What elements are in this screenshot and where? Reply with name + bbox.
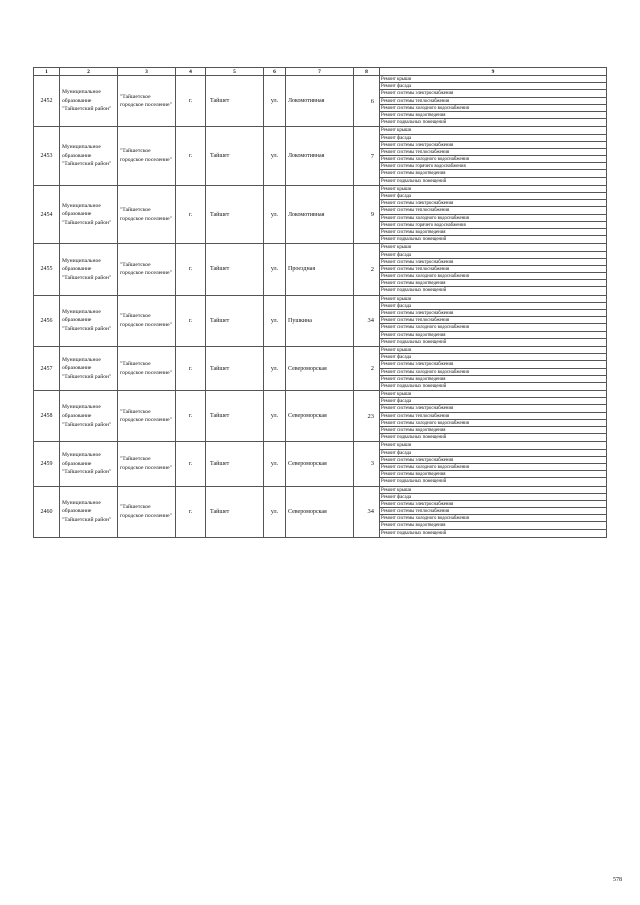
- work-item: Ремонт системы теплоснабжения: [380, 207, 606, 214]
- city-cell: Тайшет: [206, 391, 264, 442]
- work-item: Ремонт системы холодного водоснабжения: [380, 105, 606, 112]
- work-item: Ремонт фасада: [380, 252, 606, 259]
- works-cell: [380, 76, 607, 127]
- repair-program-table: [33, 67, 607, 538]
- work-item: Ремонт крыши: [380, 127, 606, 134]
- city-cell: Тайшет: [206, 127, 264, 186]
- work-item: Ремонт системы холодного водоснабжения: [380, 464, 606, 471]
- locality-type-cell: г.: [176, 185, 206, 244]
- work-item: Ремонт системы электроснабжения: [380, 405, 606, 412]
- house-number-cell: 6: [354, 76, 380, 127]
- work-item: Ремонт системы водоотведения: [380, 376, 606, 383]
- table-row: [34, 442, 607, 486]
- house-number-cell: 34: [354, 486, 380, 537]
- house-number-cell: 2: [354, 346, 380, 390]
- municipality-cell: Муниципальное образование "Тайшетский район": [60, 295, 118, 346]
- work-item: Ремонт системы водоотведения: [380, 427, 606, 434]
- work-item: Ремонт фасада: [380, 398, 606, 405]
- table-row: [34, 391, 607, 442]
- row-number-cell: 2458: [34, 391, 60, 442]
- work-item: Ремонт системы холодного водоснабжения: [380, 515, 606, 522]
- house-number-cell: 2: [354, 244, 380, 295]
- works-cell: [380, 442, 607, 486]
- work-item: Ремонт крыши: [380, 347, 606, 354]
- row-number-cell: 2455: [34, 244, 60, 295]
- works-cell: [380, 244, 607, 295]
- house-number-cell: 23: [354, 391, 380, 442]
- works-cell: [380, 185, 607, 244]
- street-name-cell: Североморская: [286, 442, 354, 486]
- street-name-cell: Пушкина: [286, 295, 354, 346]
- municipality-cell: Муниципальное образование "Тайшетский район": [60, 442, 118, 486]
- work-item: Ремонт крыши: [380, 442, 606, 449]
- house-number-cell: 9: [354, 185, 380, 244]
- city-cell: Тайшет: [206, 244, 264, 295]
- municipality-cell: Муниципальное образование "Тайшетский район": [60, 244, 118, 295]
- row-number-cell: 2452: [34, 76, 60, 127]
- street-name-cell: Североморская: [286, 391, 354, 442]
- work-item: Ремонт подвальных помещений: [381, 120, 447, 126]
- city-cell: Тайшет: [206, 295, 264, 346]
- work-item: Ремонт системы электроснабжения: [380, 259, 606, 266]
- work-item: Ремонт системы холодного водоснабжения: [380, 420, 606, 427]
- house-number-cell: 7: [354, 127, 380, 186]
- work-item: Ремонт фасада: [380, 83, 606, 90]
- work-item: Ремонт системы холодного водоснабжения: [380, 369, 606, 376]
- work-item: Ремонт системы теплоснабжения: [380, 317, 606, 324]
- table-row: [34, 244, 607, 295]
- works-cell: [380, 295, 607, 346]
- work-item: Ремонт системы электроснабжения: [380, 200, 606, 207]
- work-item: Ремонт подвальных помещений: [381, 237, 447, 243]
- work-item: Ремонт крыши: [380, 186, 606, 193]
- locality-type-cell: г.: [176, 76, 206, 127]
- street-name-cell: Североморская: [286, 486, 354, 537]
- work-item: Ремонт системы электроснабжения: [380, 361, 606, 368]
- settlement-cell: "Тайшетское городское поселение": [118, 442, 176, 486]
- work-item: Ремонт системы электроснабжения: [380, 310, 606, 317]
- work-item: Ремонт системы водоотведения: [380, 471, 606, 478]
- work-item: Ремонт системы теплоснабжения: [380, 508, 606, 515]
- street-type-cell: ул.: [264, 127, 286, 186]
- work-item: Ремонт подвальных помещений: [381, 530, 447, 536]
- street-type-cell: ул.: [264, 391, 286, 442]
- column-header: 7: [286, 68, 354, 76]
- municipality-cell: Муниципальное образование "Тайшетский район": [60, 127, 118, 186]
- table-row: [34, 295, 607, 346]
- settlement-cell: "Тайшетское городское поселение": [118, 76, 176, 127]
- works-cell: [380, 127, 607, 186]
- work-item: Ремонт системы холодного водоснабжения: [380, 273, 606, 280]
- street-type-cell: ул.: [264, 295, 286, 346]
- column-header: 6: [264, 68, 286, 76]
- work-item: Ремонт системы водоотведения: [380, 170, 606, 177]
- municipality-cell: Муниципальное образование "Тайшетский район": [60, 185, 118, 244]
- locality-type-cell: г.: [176, 442, 206, 486]
- work-item: Ремонт системы водоотведения: [380, 332, 606, 339]
- work-item: Ремонт фасада: [380, 135, 606, 142]
- street-name-cell: Локомотивная: [286, 127, 354, 186]
- work-item: Ремонт крыши: [380, 296, 606, 303]
- locality-type-cell: г.: [176, 346, 206, 390]
- work-item: Ремонт системы электроснабжения: [380, 90, 606, 97]
- municipality-cell: Муниципальное образование "Тайшетский район": [60, 346, 118, 390]
- work-item: Ремонт системы водоотведения: [380, 112, 606, 119]
- column-header: 5: [206, 68, 264, 76]
- work-item: Ремонт фасада: [380, 193, 606, 200]
- settlement-cell: "Тайшетское городское поселение": [118, 185, 176, 244]
- locality-type-cell: г.: [176, 486, 206, 537]
- work-item: Ремонт фасада: [380, 303, 606, 310]
- settlement-cell: "Тайшетское городское поселение": [118, 346, 176, 390]
- work-item: Ремонт подвальных помещений: [381, 435, 447, 441]
- street-name-cell: Локомотивная: [286, 76, 354, 127]
- work-item: Ремонт системы электроснабжения: [380, 142, 606, 149]
- work-item: Ремонт системы горячего водоснабжения: [380, 163, 606, 170]
- street-type-cell: ул.: [264, 346, 286, 390]
- work-item: Ремонт подвальных помещений: [381, 339, 447, 345]
- work-item: Ремонт подвальных помещений: [381, 178, 447, 184]
- work-item: Ремонт системы теплоснабжения: [380, 266, 606, 273]
- work-item: Ремонт крыши: [380, 244, 606, 251]
- work-item: Ремонт крыши: [380, 391, 606, 398]
- table-header-row: [34, 68, 607, 76]
- city-cell: Тайшет: [206, 76, 264, 127]
- street-type-cell: ул.: [264, 76, 286, 127]
- work-item: Ремонт системы холодного водоснабжения: [380, 324, 606, 331]
- locality-type-cell: г.: [176, 391, 206, 442]
- table-row: [34, 486, 607, 537]
- street-type-cell: ул.: [264, 442, 286, 486]
- work-item: Ремонт системы теплоснабжения: [380, 149, 606, 156]
- row-number-cell: 2459: [34, 442, 60, 486]
- work-item: Ремонт крыши: [380, 487, 606, 494]
- work-item: Ремонт системы водоотведения: [380, 522, 606, 529]
- column-header: 4: [176, 68, 206, 76]
- work-item: Ремонт системы электроснабжения: [380, 501, 606, 508]
- works-cell: [380, 486, 607, 537]
- house-number-cell: 3: [354, 442, 380, 486]
- row-number-cell: 2454: [34, 185, 60, 244]
- work-item: Ремонт системы теплоснабжения: [380, 98, 606, 105]
- work-item: Ремонт подвальных помещений: [381, 288, 447, 294]
- work-item: Ремонт системы холодного водоснабжения: [380, 215, 606, 222]
- locality-type-cell: г.: [176, 127, 206, 186]
- city-cell: Тайшет: [206, 486, 264, 537]
- settlement-cell: "Тайшетское городское поселение": [118, 486, 176, 537]
- column-header: 8: [354, 68, 380, 76]
- work-item: Ремонт системы водоотведения: [380, 229, 606, 236]
- street-type-cell: ул.: [264, 244, 286, 295]
- work-item: Ремонт фасада: [380, 494, 606, 501]
- work-item: Ремонт фасада: [380, 354, 606, 361]
- column-header: 3: [118, 68, 176, 76]
- row-number-cell: 2456: [34, 295, 60, 346]
- house-number-cell: 34: [354, 295, 380, 346]
- city-cell: Тайшет: [206, 346, 264, 390]
- street-name-cell: Североморская: [286, 346, 354, 390]
- row-number-cell: 2457: [34, 346, 60, 390]
- table-body: [34, 76, 607, 538]
- street-name-cell: Локомотивная: [286, 185, 354, 244]
- settlement-cell: "Тайшетское городское поселение": [118, 127, 176, 186]
- column-header: 2: [60, 68, 118, 76]
- work-item: Ремонт подвальных помещений: [381, 383, 447, 389]
- column-header: 9: [380, 68, 607, 76]
- municipality-cell: Муниципальное образование "Тайшетский район": [60, 391, 118, 442]
- work-item: Ремонт системы теплоснабжения: [380, 413, 606, 420]
- locality-type-cell: г.: [176, 244, 206, 295]
- work-item: Ремонт подвальных помещений: [381, 479, 447, 485]
- street-type-cell: ул.: [264, 486, 286, 537]
- work-item: Ремонт фасада: [380, 450, 606, 457]
- city-cell: Тайшет: [206, 185, 264, 244]
- works-cell: [380, 391, 607, 442]
- street-name-cell: Проездная: [286, 244, 354, 295]
- table-row: [34, 185, 607, 244]
- municipality-cell: Муниципальное образование "Тайшетский район": [60, 486, 118, 537]
- municipality-cell: Муниципальное образование "Тайшетский район": [60, 76, 118, 127]
- settlement-cell: "Тайшетское городское поселение": [118, 244, 176, 295]
- page-number: 578: [613, 877, 622, 883]
- settlement-cell: "Тайшетское городское поселение": [118, 295, 176, 346]
- city-cell: Тайшет: [206, 442, 264, 486]
- work-item: Ремонт системы горячего водоснабжения: [380, 222, 606, 229]
- work-item: Ремонт крыши: [380, 76, 606, 83]
- work-item: Ремонт системы холодного водоснабжения: [380, 156, 606, 163]
- table-row: [34, 346, 607, 390]
- table-row: [34, 127, 607, 186]
- work-item: Ремонт системы водоотведения: [380, 280, 606, 287]
- locality-type-cell: г.: [176, 295, 206, 346]
- row-number-cell: 2453: [34, 127, 60, 186]
- street-type-cell: ул.: [264, 185, 286, 244]
- works-cell: [380, 346, 607, 390]
- row-number-cell: 2460: [34, 486, 60, 537]
- column-header: 1: [34, 68, 60, 76]
- work-item: Ремонт системы электроснабжения: [380, 457, 606, 464]
- table-row: [34, 76, 607, 127]
- settlement-cell: "Тайшетское городское поселение": [118, 391, 176, 442]
